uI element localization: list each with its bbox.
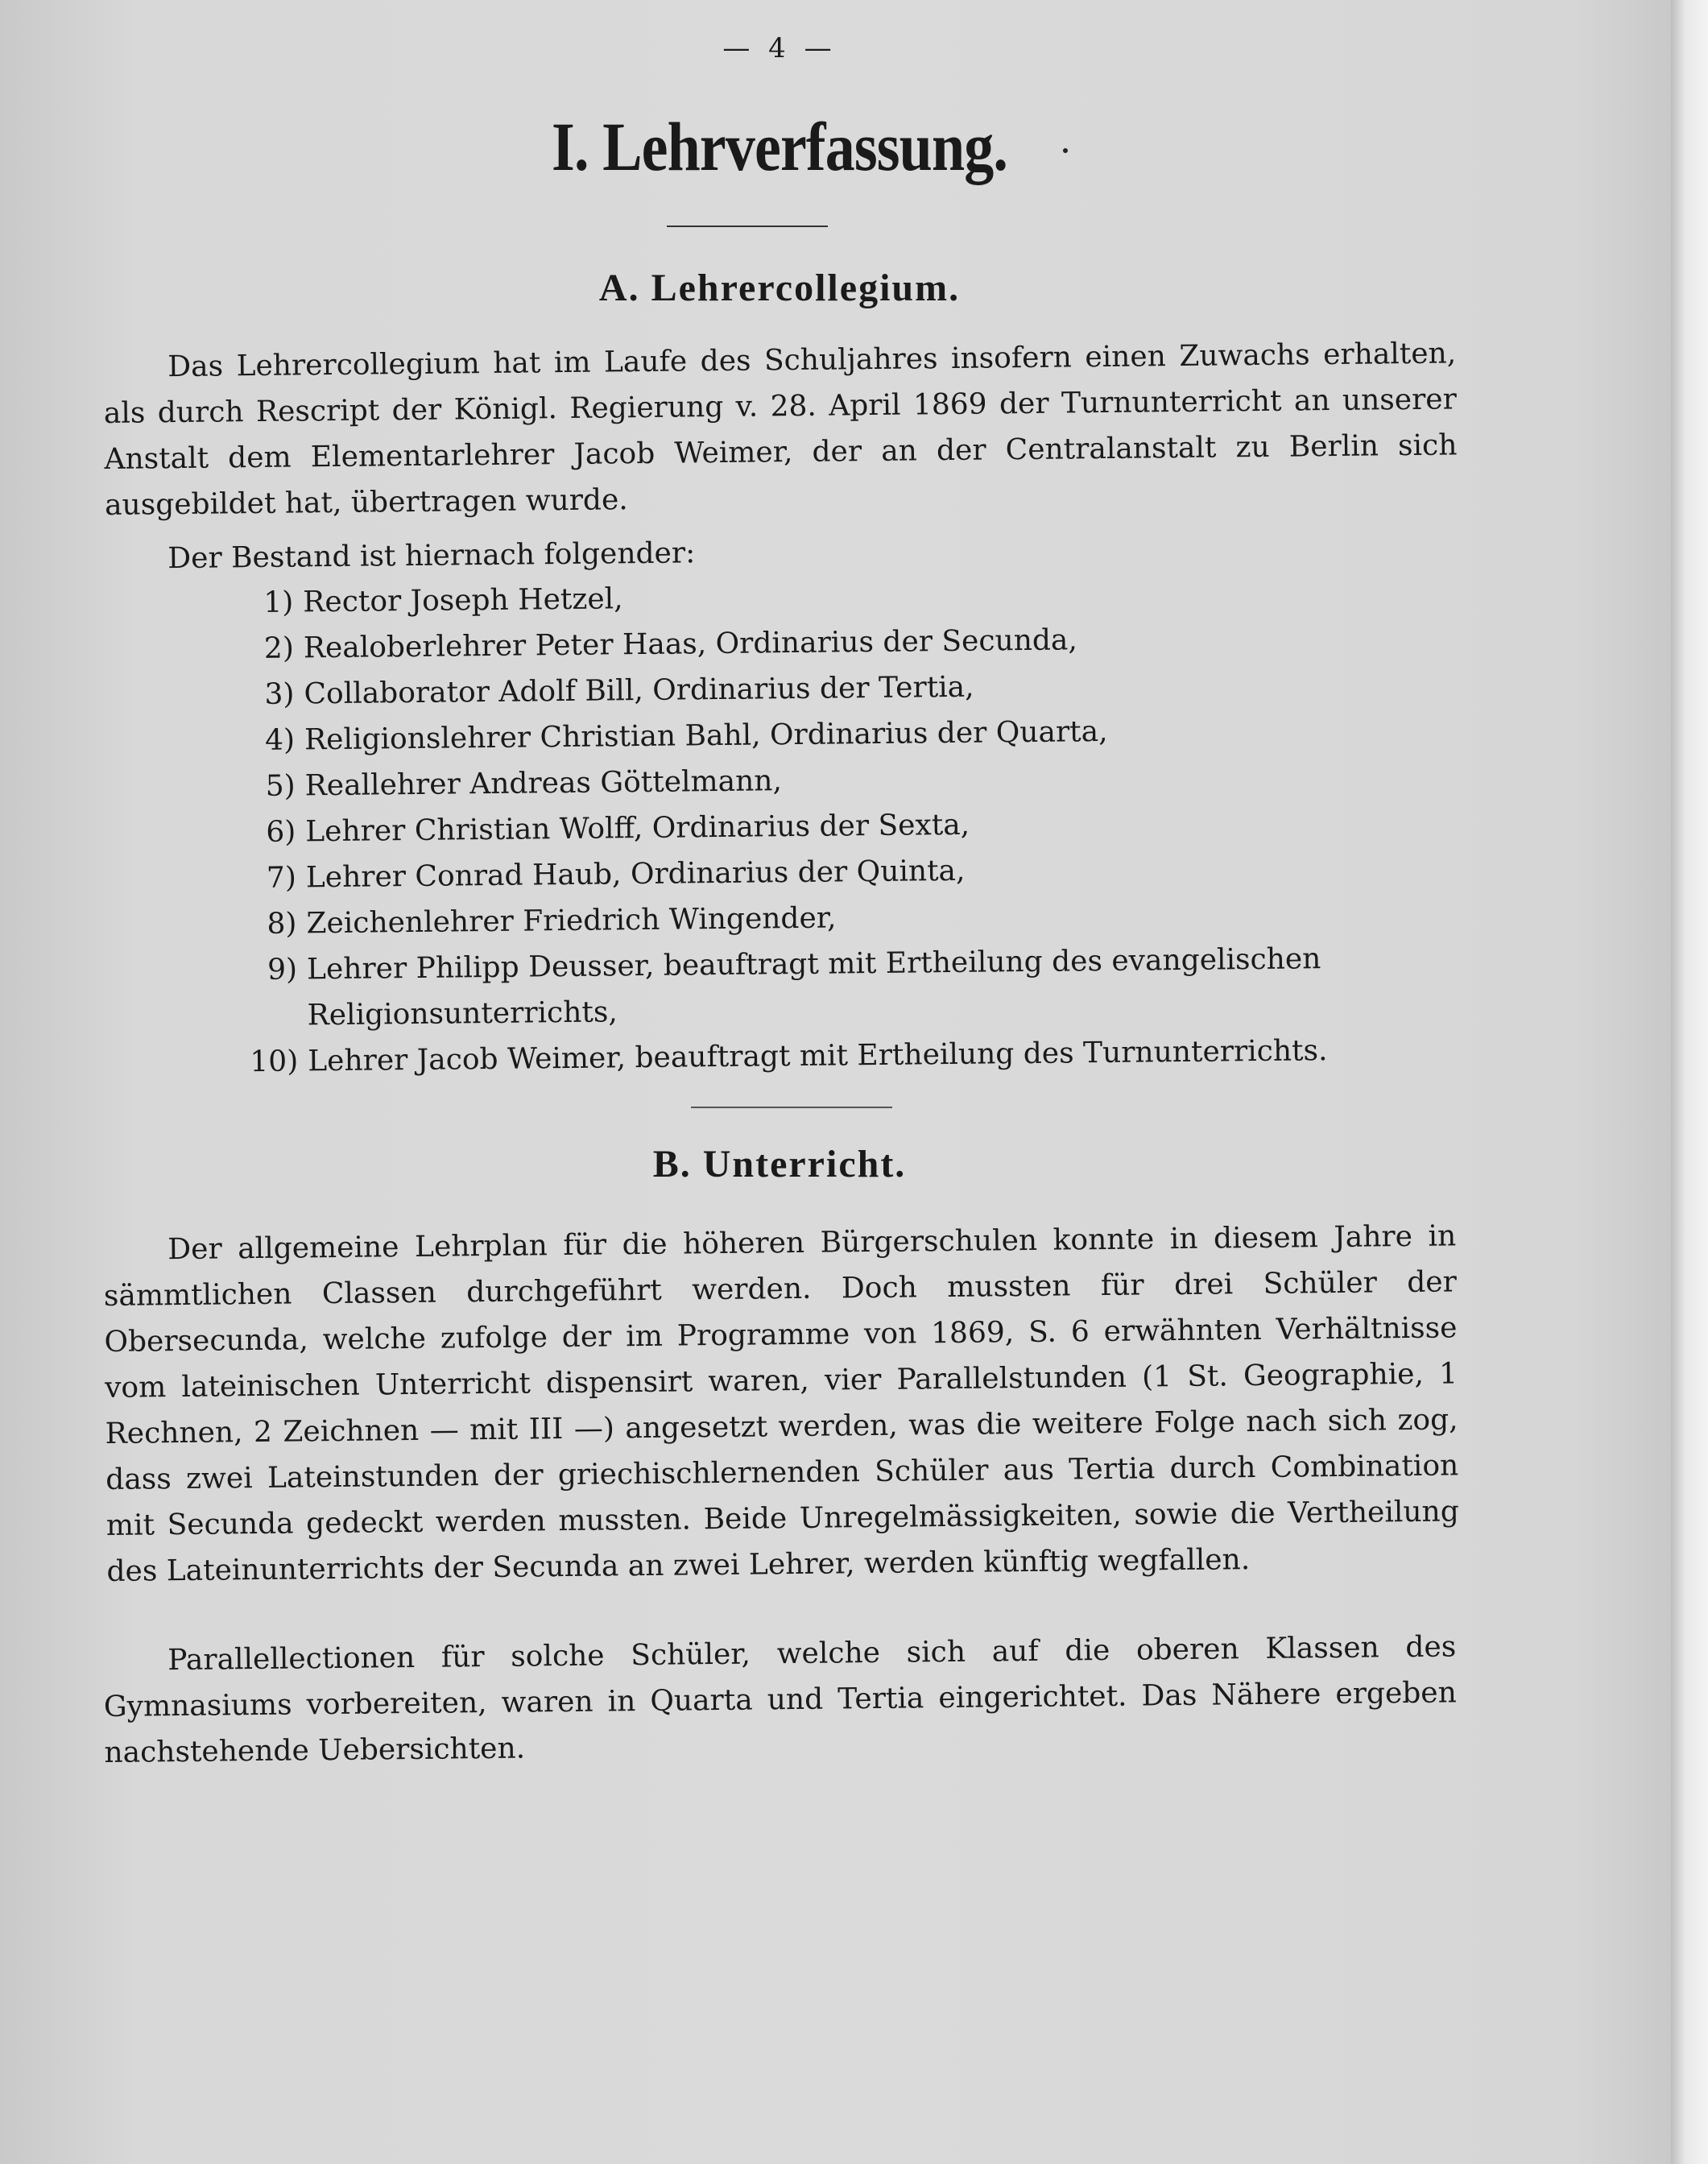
title-divider <box>667 226 828 227</box>
staff-text: Realoberlehrer Peter Haas, Ordinarius der Secunda, <box>303 623 1078 665</box>
page-edge <box>1671 0 1708 2164</box>
section-b-paragraph-2-text: Parallellectionen für solche Schüler, welche sich auf die oberen Klassen des Gymnasiums vorbereiten, waren in Quarta und Tertia eingerichtet. Das Nähere ergeben nachstehende Uebersichten. <box>103 1630 1458 1769</box>
staff-list <box>103 567 1461 1086</box>
staff-intro-text: Der Bestand ist hiernach folgender: <box>167 536 696 576</box>
staff-text: Zeichenlehrer Friedrich Wingender, <box>306 901 837 941</box>
staff-number: 4) <box>264 723 296 757</box>
staff-number: 9) <box>267 953 298 987</box>
section-a-heading: A. Lehrercollegium. <box>598 267 961 309</box>
page-title: I. Lehrverfassung. <box>552 108 1007 185</box>
page-number: — 4 — <box>722 32 837 64</box>
staff-number: 3) <box>264 677 295 711</box>
section-b-paragraph-2 <box>103 1624 1458 1776</box>
staff-number: 2) <box>263 631 295 665</box>
staff-text: Lehrer Conrad Haub, Ordinarius der Quinta, <box>305 854 966 895</box>
staff-number: 6) <box>266 815 296 849</box>
section-b-paragraph-1 <box>103 1213 1460 1595</box>
section-a-paragraph-text: Das Lehrercollegium hat im Laufe des Schuljahres insofern einen Zuwachs erhalten, als durch Rescript der Königl. Regierung v. 28. April 1869 der Turnunterricht an unserer Anstalt dem Elementarlehrer Jacob Weimer, der an der Centralanstalt zu Berlin sich ausgebildet hat, übertragen wurde. <box>103 337 1458 522</box>
staff-text: Lehrer Jacob Weimer, beauftragt mit Ertheilung des Turnunterrichts. <box>308 1034 1328 1078</box>
section-b-heading: B. Unterricht. <box>652 1143 907 1185</box>
section-a-paragraph <box>103 330 1458 528</box>
staff-text: Rector Joseph Hetzel, <box>303 582 623 619</box>
staff-number: 10) <box>250 1045 299 1079</box>
staff-text: Lehrer Philipp Deusser, beauftragt mit Ertheilung des evangelischen Religionsunterrichts, <box>306 942 1321 1032</box>
staff-text: Lehrer Christian Wolff, Ordinarius der Sexta, <box>305 808 970 849</box>
staff-number: 7) <box>266 861 297 895</box>
staff-text: Reallehrer Andreas Göttelmann, <box>304 764 783 803</box>
staff-number: 5) <box>265 769 296 803</box>
stray-mark <box>1063 148 1068 153</box>
staff-number: 8) <box>267 907 297 941</box>
staff-item <box>107 934 1461 1041</box>
staff-text: Collaborator Adolf Bill, Ordinarius der Tertia, <box>304 670 974 711</box>
section-b-paragraph-1-text: Der allgemeine Lehrplan für die höheren Bürgerschulen konnte in diesem Jahre in sämmtlichen Classen durchgeführt werden. Doch mussten für drei Schüler der Obersecunda, welche zufolge der im Programme von 1869, S. 6 erwähnten Verhältnisse vom lateinischen Unterricht dispensirt waren, vier Parallelstunden (1 St. Geographie, 1 Rechnen, 2 Zeichnen — mit III —) angesetzt werden, was die weitere Folge nach sich zog, dass zwei Lateinstunden der griechischlernenden Schüler aus Tertia durch Combination mit Secunda gedeckt werden mussten. Beide Unregelmässigkeiten, sowie die Vertheilung des Lateinunterrichts der Secunda an zwei Lehrer, werden künftig wegfallen. <box>103 1219 1460 1588</box>
staff-text: Religionslehrer Christian Bahl, Ordinarius der Quarta, <box>304 714 1108 757</box>
decorative-underline <box>691 1107 892 1108</box>
staff-number: 1) <box>263 585 294 619</box>
